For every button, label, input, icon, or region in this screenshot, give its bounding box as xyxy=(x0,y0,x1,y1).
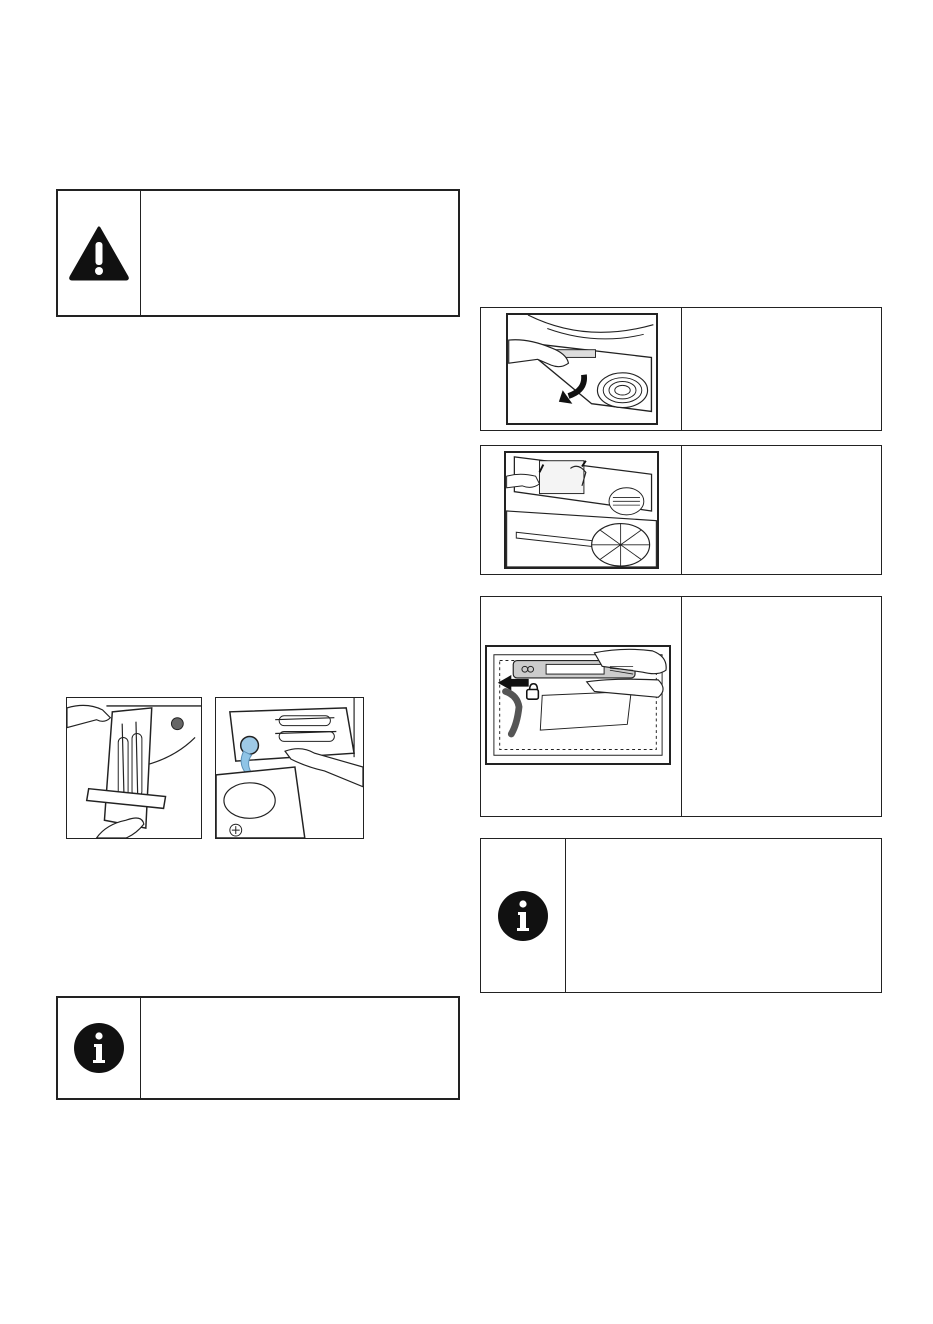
dispenser-drawer-removal-figure xyxy=(66,697,202,839)
warning-text xyxy=(140,191,458,315)
info-box-left xyxy=(56,996,460,1100)
step2-image-cell xyxy=(481,446,682,574)
step1-image-cell xyxy=(481,308,682,430)
warning-icon-cell xyxy=(58,191,141,315)
step3-text xyxy=(681,597,881,816)
step3-illustration xyxy=(485,645,671,765)
step1-illustration xyxy=(506,313,658,425)
info-box-right xyxy=(480,838,882,993)
info-circle-icon xyxy=(72,1021,126,1075)
step3-box xyxy=(480,596,882,817)
info-text-right xyxy=(565,839,881,992)
info-icon-cell-right xyxy=(481,839,566,992)
step2-text xyxy=(681,446,881,574)
info-icon-cell-left xyxy=(58,998,141,1098)
step1-box xyxy=(480,307,882,431)
warning-triangle-icon xyxy=(68,225,130,281)
dispenser-rinse-figure xyxy=(215,697,364,839)
step2-box xyxy=(480,445,882,575)
step1-text xyxy=(681,308,881,430)
info-text-left xyxy=(140,998,458,1098)
step3-image-cell xyxy=(481,597,682,816)
warning-box xyxy=(56,189,460,317)
step2-illustration xyxy=(504,451,659,569)
info-circle-icon xyxy=(496,889,550,943)
